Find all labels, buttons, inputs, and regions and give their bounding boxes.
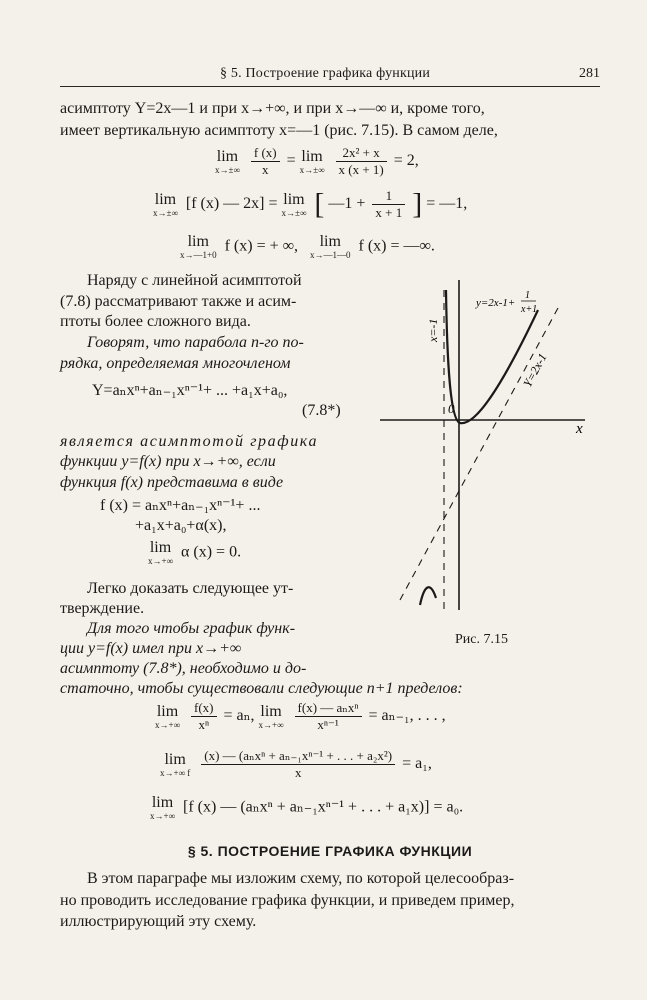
figure-caption: Рис. 7.15 bbox=[455, 632, 508, 647]
page-number: 281 bbox=[579, 66, 600, 81]
limit-operator: lim x→+∞ bbox=[148, 539, 173, 566]
equation-1: lim x→±∞ $\frac{f (x)}{x}$ = lim x→±∞ $\frac{\text{2x² + x}}{x (x + 1)}$ = 2, bbox=[215, 145, 419, 177]
section-line-1: В этом параграфе мы изложим схему, по которой целесообраз- bbox=[87, 870, 515, 887]
limit-operator: lim x→±∞ bbox=[281, 190, 307, 218]
equation-2: lim x→±∞ [f (x) — 2x] = lim x→±∞ [ —1 + $\frac{1}{x + 1}$ ] = —1, bbox=[153, 187, 468, 221]
intro-line-1: асимптоту Y=2x—1 и при x→+∞, и при x→—∞ и, кроме того, bbox=[60, 100, 485, 117]
origin-label: 0 bbox=[448, 401, 455, 416]
equation-tag: (7.8*) bbox=[302, 402, 341, 419]
fraction: $\frac{\text{2x² + x}}{x (x + 1)}$ bbox=[336, 145, 387, 178]
running-head-title: § 5. Построение графика функции bbox=[220, 66, 431, 81]
left-p4-line-1: Легко доказать следующее ут- bbox=[87, 580, 294, 597]
limit-operator: lim x→+∞ bbox=[150, 794, 175, 821]
limit-operator: lim x→+∞ bbox=[155, 702, 180, 730]
left-p3-line-2: функции y=f(x) при x→+∞, если bbox=[60, 453, 276, 470]
section-line-3: иллюстрирующий эту схему. bbox=[60, 913, 257, 930]
left-p4-line-2: тверждение. bbox=[60, 600, 145, 617]
curve-label-frac-num: 1 bbox=[525, 290, 530, 301]
limit-operator: lim x→+∞ bbox=[258, 702, 284, 730]
curve-label-frac-den: x+1 bbox=[521, 304, 538, 315]
equation-7-8-star: Y=aₙxⁿ+aₙ₋₁xⁿ⁻¹+ ... +a₁x+a₀, bbox=[92, 382, 288, 399]
fraction: $\frac{f(x)}{\text{xⁿ}}$ bbox=[191, 700, 217, 733]
running-head bbox=[60, 66, 600, 87]
limit-operator: lim x→+∞ f bbox=[160, 750, 191, 778]
x-axis-label: x bbox=[576, 421, 583, 437]
curve-label: y=2x-1+ bbox=[476, 297, 516, 309]
fraction: $\frac{1}{x + 1}$ bbox=[372, 188, 405, 221]
section-line-2: но проводить исследование графика функции, и приведем пример, bbox=[60, 892, 515, 909]
limit-operator: lim x→—1+0 bbox=[180, 233, 217, 260]
left-p1-line-1: Наряду с линейной асимптотой bbox=[87, 272, 302, 289]
left-p5-line-1: Для того чтобы график функ- bbox=[87, 620, 296, 637]
left-p5-line-2: ции y=f(x) имел при x→+∞ bbox=[60, 640, 242, 657]
limit-a0: lim x→+∞ [f (x) — (aₙxⁿ + aₙ₋₁xⁿ⁻¹ + . . . + a₁x)] = a₀. bbox=[150, 794, 464, 821]
oblique-asymptote-label: Y=2x-1 bbox=[520, 350, 550, 390]
left-p1-line-2: (7.8) рассматривают также и асим- bbox=[60, 293, 297, 310]
limits-an: lim x→+∞ $\frac{f(x)}{\text{xⁿ}}$ = aₙ, lim x→+∞ $\frac{\text{f(x) — aₙxⁿ}}{\text{xⁿ⁻¹}}$ = aₙ₋₁, . . . , bbox=[155, 700, 446, 732]
curve-left-branch bbox=[420, 587, 436, 605]
limit-operator: lim x→±∞ bbox=[215, 147, 240, 175]
equation-3: lim x→—1+0 f (x) = + ∞, lim x→—1—0 f (x) = —∞. bbox=[180, 233, 435, 260]
left-p1-line-3: птоты более сложного вида. bbox=[60, 313, 251, 330]
limit-operator: lim x→±∞ bbox=[153, 190, 178, 218]
fx-expansion-line-1: f (x) = aₙxⁿ+aₙ₋₁xⁿ⁻¹+ ... bbox=[100, 497, 261, 514]
limit-operator: lim x→—1—0 bbox=[310, 233, 351, 260]
limit-operator: lim x→±∞ bbox=[299, 147, 325, 175]
figure-7-15 bbox=[380, 280, 610, 620]
vertical-asymptote-label: x=-1 bbox=[426, 318, 440, 342]
full-line-1: асимптоту (7.8*), необходимо и до- bbox=[60, 660, 307, 677]
oblique-asymptote bbox=[400, 308, 558, 600]
alpha-limit: lim x→+∞ α (x) = 0. bbox=[148, 539, 242, 566]
limit-a1: lim x→+∞ f $\frac{\text{(x) — (aₙxⁿ + aₙ₋₁xⁿ⁻¹ + . . . + a₂x²)}}{x}$ = a₁, bbox=[160, 748, 432, 780]
intro-line-2: имеет вертикальную асимптоту x=—1 (рис. 7.15). В самом деле, bbox=[60, 122, 498, 139]
fraction: $\frac{\text{f(x) — aₙxⁿ}}{\text{xⁿ⁻¹}}$ bbox=[295, 700, 362, 733]
left-p2-line-2: рядка, определяемая многочленом bbox=[60, 355, 291, 372]
left-p3-line-3: функция f(x) представима в виде bbox=[60, 474, 284, 491]
left-p2-line-1: Говорят, что парабола n-го по- bbox=[87, 334, 304, 351]
left-p3-line-1: является асимптотой графика bbox=[60, 433, 319, 450]
fx-expansion-line-2: +a₁x+a₀+α(x), bbox=[135, 517, 227, 534]
full-line-2: статочно, чтобы существовали следующие n+1 пределов: bbox=[60, 680, 463, 697]
section-title: § 5. ПОСТРОЕНИЕ ГРАФИКА ФУНКЦИИ bbox=[187, 843, 473, 859]
fraction: $\frac{\text{(x) — (aₙxⁿ + aₙ₋₁xⁿ⁻¹ + . . . + a₂x²)}}{x}$ bbox=[201, 748, 395, 781]
fraction: $\frac{f (x)}{x}$ bbox=[251, 145, 280, 178]
